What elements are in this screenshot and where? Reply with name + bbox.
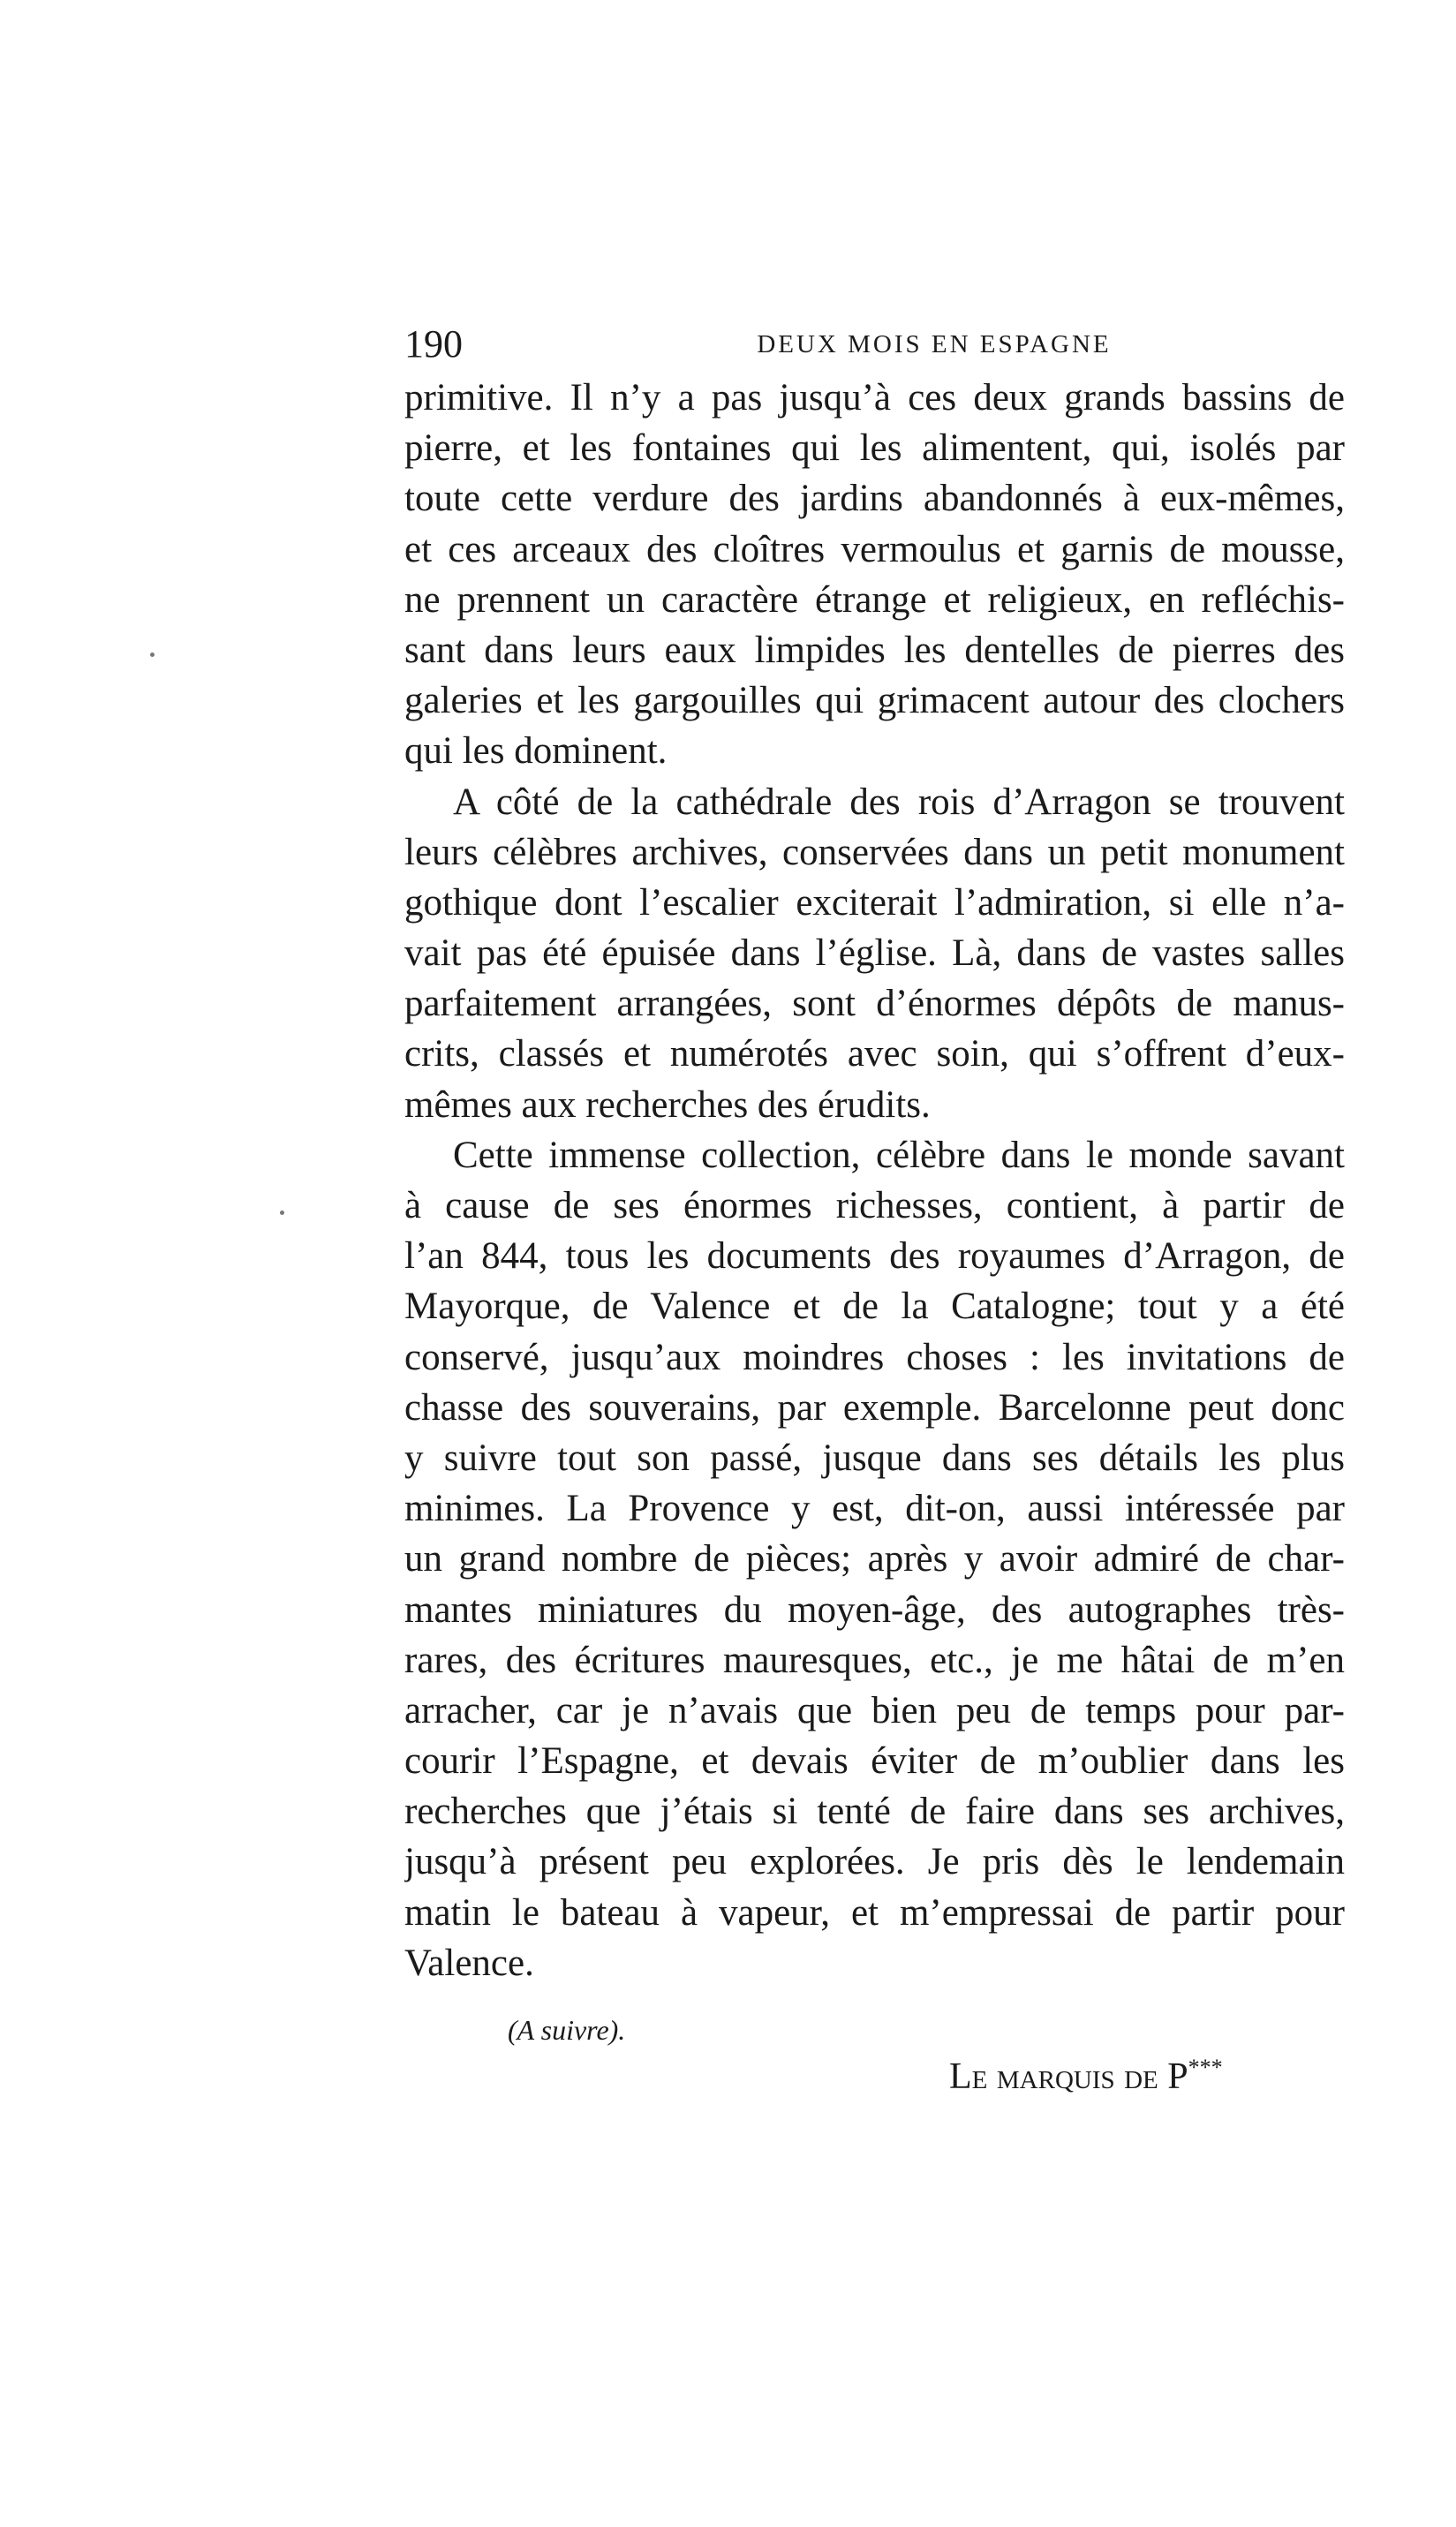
signature-asterisks: *** [1188, 2055, 1223, 2080]
text-line: jusqu’à présent peu explorées. Je pris dès le lendemain [404, 1841, 1345, 1883]
running-head [404, 318, 1345, 371]
signature-text: Le marquis de P [949, 2056, 1188, 2097]
text-line: conservé, jusqu’aux moindres choses : les invitations de [404, 1336, 1345, 1378]
text-line: sant dans leurs eaux limpides les dentelles de pierres des [404, 629, 1345, 671]
to-be-continued-note: (A suivre). [508, 2014, 626, 2046]
text-line: crits, classés et numérotés avec soin, qui s’offrent d’eux- [404, 1033, 1345, 1075]
paper-speck [280, 1211, 284, 1215]
text-line: minimes. La Provence y est, dit-on, aussi intéressée par [404, 1488, 1345, 1530]
text-line: l’an 844, tous les documents des royaumes d’Arragon, de [404, 1235, 1345, 1278]
text-line: arracher, car je n’avais que bien peu de temps pour par- [404, 1689, 1345, 1731]
text-line: matin le bateau à vapeur, et m’empressai de partir pour [404, 1891, 1345, 1934]
text-line: toute cette verdure des jardins abandonnés à eux-mêmes, [404, 478, 1345, 520]
text-line: A côté de la cathédrale des rois d’Arragon se trouvent [453, 781, 1345, 823]
text-line: y suivre tout son passé, jusque dans ses détails les plus [404, 1437, 1345, 1479]
text-line: parfaitement arrangées, sont d’énormes dépôts de manus- [404, 983, 1345, 1025]
text-line: primitive. Il n’y a pas jusqu’à ces deux grands bassins de [404, 377, 1345, 419]
text-line: chasse des souverains, par exemple. Barcelonne peut donc [404, 1386, 1345, 1429]
text-line: mantes miniatures du moyen-âge, des autographes très- [404, 1588, 1345, 1631]
text-line: Valence. [404, 1942, 534, 1984]
text-line: qui les dominent. [404, 730, 668, 773]
text-line: ne prennent un caractère étrange et religieux, en refléchis- [404, 578, 1345, 621]
text-line: vait pas été épuisée dans l’église. Là, dans de vastes salles [404, 932, 1345, 975]
text-line: galeries et les gargouilles qui grimacent autour des clochers [404, 680, 1345, 722]
page-number: 190 [404, 322, 463, 366]
text-line: courir l’Espagne, et devais éviter de m’oublier dans les [404, 1740, 1345, 1783]
text-line: Mayorque, de Valence et de la Catalogne; tout y a été [404, 1286, 1345, 1328]
text-line: recherches que j’étais si tenté de faire dans ses archives, [404, 1791, 1345, 1833]
paper-speck [150, 652, 155, 657]
author-signature [949, 2050, 1223, 2103]
running-title: DEUX MOIS EN ESPAGNE [757, 330, 1112, 358]
text-line: leurs célèbres archives, conservées dans un petit monument [404, 831, 1345, 873]
text-line: rares, des écritures mauresques, etc., je me hâtai de m’en [404, 1639, 1345, 1681]
text-line: mêmes aux recherches des érudits. [404, 1083, 931, 1126]
body-text [404, 373, 1345, 1988]
text-line: gothique dont l’escalier exciterait l’admiration, si elle n’a- [404, 881, 1345, 924]
text-line: Cette immense collection, célèbre dans le monde savant [453, 1134, 1345, 1176]
text-line: à cause de ses énormes richesses, contient, à partir de [404, 1185, 1345, 1226]
text-line: et ces arceaux des cloîtres vermoulus et garnis de mousse, [404, 528, 1345, 570]
text-line: pierre, et les fontaines qui les alimentent, qui, isolés par [404, 427, 1345, 470]
text-line: un grand nombre de pièces; après y avoir admiré de char- [404, 1538, 1345, 1580]
